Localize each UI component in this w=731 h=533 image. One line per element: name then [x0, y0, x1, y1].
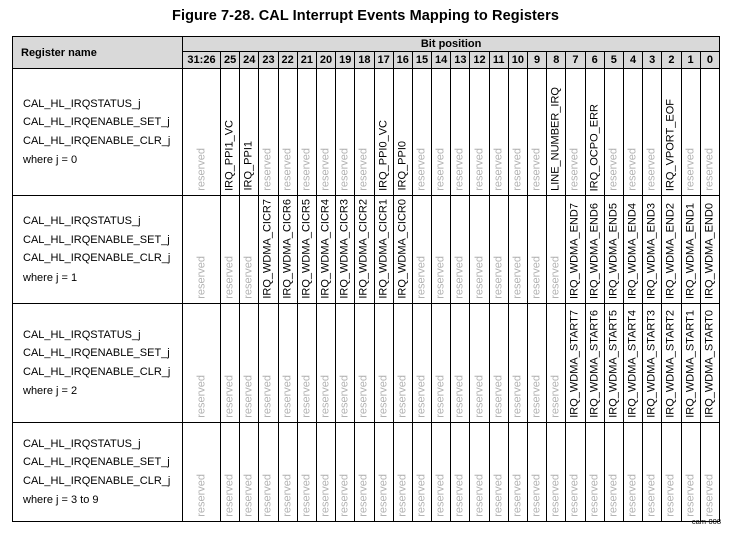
bit-field-cell — [393, 304, 412, 423]
bit-field-cell — [336, 196, 355, 304]
bit-field-cell — [470, 196, 489, 304]
bit-field-cell — [508, 423, 527, 522]
reserved-field-label: reserved — [530, 148, 543, 191]
bit-field-cell — [259, 196, 278, 304]
reserved-field-label: reserved — [281, 375, 294, 418]
bit-number-header: 10 — [508, 52, 527, 69]
bit-field-cell — [451, 69, 470, 196]
bit-field-cell — [336, 304, 355, 423]
bit-field-cell — [700, 423, 720, 522]
reserved-field-label: reserved — [396, 474, 409, 517]
reserved-field-label: reserved — [626, 474, 639, 517]
bit-field-cell — [259, 423, 278, 522]
reserved-field-label: reserved — [261, 375, 274, 418]
reserved-field-label: reserved — [396, 375, 409, 418]
bit-field-cell — [528, 196, 547, 304]
bit-field-cell — [547, 69, 566, 196]
bit-field-cell — [623, 423, 642, 522]
reserved-field-label: reserved — [453, 375, 466, 418]
bit-field-cell — [566, 196, 585, 304]
bit-field-cell — [374, 423, 393, 522]
bit-field-cell — [432, 196, 451, 304]
bit-field-cell — [183, 304, 221, 423]
register-name: CAL_HL_IRQSTATUS_j — [23, 97, 141, 110]
bit-number-header: 22 — [278, 52, 297, 69]
bit-field-cell — [278, 196, 297, 304]
bit-field-cell — [221, 304, 240, 423]
bit-field-cell — [681, 69, 700, 196]
bit-field-cell — [489, 423, 508, 522]
bit-field-cell — [508, 196, 527, 304]
reserved-field-label: reserved — [223, 474, 236, 517]
bit-field-cell — [259, 304, 278, 423]
bit-number-header: 19 — [336, 52, 355, 69]
reserved-field-label: reserved — [453, 474, 466, 517]
reserved-field-label: reserved — [357, 148, 370, 191]
reserved-field-label: reserved — [319, 375, 332, 418]
bit-field-cell — [700, 196, 720, 304]
register-row — [13, 196, 720, 304]
bit-field-cell — [374, 69, 393, 196]
register-name: CAL_HL_IRQSTATUS_j — [23, 437, 141, 450]
bit-field-cell — [259, 69, 278, 196]
reserved-field-label: reserved — [549, 375, 562, 418]
bit-field-cell — [183, 196, 221, 304]
reserved-field-label: reserved — [645, 474, 658, 517]
interrupt-field-label: IRQ_WDMA_CICR7 — [261, 199, 274, 299]
register-name: CAL_HL_IRQSTATUS_j — [23, 215, 141, 227]
bit-field-cell — [432, 423, 451, 522]
bit-field-cell — [528, 69, 547, 196]
reserved-field-label: reserved — [684, 474, 697, 517]
reserved-field-label: reserved — [223, 375, 236, 418]
register-index-note: where j = 1 — [23, 271, 78, 284]
reserved-field-label: reserved — [434, 148, 447, 191]
bit-field-cell — [643, 304, 662, 423]
reserved-field-label: reserved — [434, 474, 447, 517]
reserved-field-label: reserved — [492, 474, 505, 517]
bit-field-cell — [623, 196, 642, 304]
register-name: CAL_HL_IRQSTATUS_j — [23, 328, 141, 341]
reserved-field-label: reserved — [195, 256, 207, 299]
reserved-field-label: reserved — [511, 474, 524, 517]
register-name: CAL_HL_IRQENABLE_SET_j — [23, 233, 170, 246]
bit-number-header: 18 — [355, 52, 374, 69]
register-name: CAL_HL_IRQENABLE_SET_j — [23, 116, 170, 128]
bit-number-header: 1 — [681, 52, 700, 69]
interrupt-field-label: IRQ_WDMA_CICR1 — [377, 199, 390, 299]
register-row — [13, 423, 720, 522]
bit-field-cell — [643, 69, 662, 196]
bit-field-cell — [604, 423, 623, 522]
bit-field-cell — [374, 304, 393, 423]
bit-field-cell — [662, 69, 681, 196]
bit-number-header: 7 — [566, 52, 585, 69]
interrupt-field-label: IRQ_WDMA_END4 — [626, 203, 639, 299]
bit-field-cell — [489, 304, 508, 423]
bit-field-cell — [336, 423, 355, 522]
reserved-field-label: reserved — [473, 148, 486, 191]
bit-field-cell — [316, 423, 335, 522]
bit-field-cell — [662, 304, 681, 423]
bit-number-header: 0 — [700, 52, 720, 69]
reserved-field-label: reserved — [357, 474, 370, 517]
bit-field-cell — [528, 304, 547, 423]
bit-field-cell — [623, 304, 642, 423]
interrupt-field-label: IRQ_WDMA_START6 — [588, 310, 601, 418]
reserved-field-label: reserved — [530, 375, 543, 418]
bit-field-cell — [278, 69, 297, 196]
interrupt-field-label: IRQ_WDMA_START2 — [664, 310, 677, 418]
figure-title: Figure 7-28. CAL Interrupt Events Mapping to Registers — [171, 8, 560, 24]
bit-field-cell — [700, 304, 720, 423]
bit-field-cell — [623, 69, 642, 196]
bit-number-header: 3 — [643, 52, 662, 69]
register-name: CAL_HL_IRQENABLE_CLR_j — [23, 252, 171, 264]
bit-field-cell — [278, 423, 297, 522]
bit-number-header: 8 — [547, 52, 566, 69]
bit-field-cell — [566, 304, 585, 423]
bit-field-cell — [412, 69, 431, 196]
bit-field-cell — [240, 423, 259, 522]
register-name: CAL_HL_IRQENABLE_CLR_j — [23, 134, 171, 147]
bit-field-cell — [316, 196, 335, 304]
bit-field-cell — [297, 304, 316, 423]
bit-number-header: 4 — [623, 52, 642, 69]
reserved-field-label: reserved — [223, 256, 236, 299]
interrupt-field-label: IRQ_WDMA_START0 — [703, 310, 716, 418]
interrupt-field-label: IRQ_WDMA_CICR4 — [319, 199, 332, 299]
bit-field-cell — [355, 196, 374, 304]
bit-field-cell — [451, 423, 470, 522]
reserved-field-label: reserved — [568, 474, 581, 517]
register-name: CAL_HL_IRQENABLE_SET_j — [23, 456, 170, 468]
bit-field-cell — [240, 69, 259, 196]
bit-field-cell — [393, 69, 412, 196]
reserved-field-label: reserved — [703, 474, 716, 517]
reserved-field-label: reserved — [319, 474, 332, 517]
reserved-field-label: reserved — [492, 256, 505, 299]
bit-field-cell — [278, 304, 297, 423]
register-row — [13, 69, 720, 196]
register-names-cell — [13, 423, 183, 522]
bit-number-header: 5 — [604, 52, 623, 69]
bit-field-cell — [681, 423, 700, 522]
bit-field-cell — [547, 196, 566, 304]
bit-field-cell — [374, 196, 393, 304]
interrupt-field-label: IRQ_OCPO_ERR — [588, 103, 601, 191]
bit-field-cell — [470, 69, 489, 196]
interrupt-field-label: IRQ_WDMA_CICR0 — [396, 199, 409, 299]
bit-field-cell — [316, 304, 335, 423]
bit-field-cell — [412, 423, 431, 522]
reserved-field-label: reserved — [195, 474, 207, 517]
reserved-field-label: reserved — [261, 148, 274, 191]
bit-field-cell — [604, 304, 623, 423]
reserved-field-label: reserved — [338, 474, 351, 517]
interrupt-field-label: IRQ_WDMA_CICR6 — [281, 199, 294, 299]
bit-field-cell — [643, 196, 662, 304]
reserved-field-label: reserved — [703, 148, 716, 191]
interrupt-field-label: IRQ_WDMA_END2 — [664, 203, 677, 299]
reserved-field-label: reserved — [357, 375, 370, 418]
interrupt-field-label: IRQ_WDMA_END3 — [645, 203, 658, 299]
reserved-field-label: reserved — [415, 375, 428, 418]
bit-field-cell — [221, 423, 240, 522]
register-names-cell — [13, 69, 183, 196]
bit-field-cell — [643, 423, 662, 522]
bit-field-cell — [297, 423, 316, 522]
bit-number-header: 24 — [240, 52, 259, 69]
bit-field-cell — [451, 304, 470, 423]
register-index-note: where j = 2 — [23, 385, 78, 397]
reserved-field-label: reserved — [453, 148, 466, 191]
register-name: CAL_HL_IRQENABLE_CLR_j — [23, 365, 171, 378]
reserved-field-label: reserved — [300, 375, 313, 418]
register-name: CAL_HL_IRQENABLE_CLR_j — [23, 474, 171, 487]
bit-field-cell — [183, 69, 221, 196]
bit-number-header: 17 — [374, 52, 393, 69]
bit-field-cell — [221, 196, 240, 304]
interrupt-field-label: IRQ_WDMA_START3 — [645, 310, 658, 418]
bit-field-cell — [585, 196, 604, 304]
interrupt-field-label: IRQ_WDMA_START7 — [568, 310, 581, 418]
bit-number-header: 14 — [432, 52, 451, 69]
bit-number-header: 2 — [662, 52, 681, 69]
bit-position-header: Bit position — [183, 37, 720, 52]
reserved-field-label: reserved — [588, 474, 601, 517]
interrupt-field-label: IRQ_WDMA_CICR2 — [357, 199, 370, 299]
reserved-field-label: reserved — [549, 474, 562, 517]
bit-field-cell — [585, 304, 604, 423]
reserved-field-label: reserved — [626, 148, 639, 191]
bit-field-cell — [508, 304, 527, 423]
reserved-field-label: reserved — [492, 148, 505, 191]
bit-field-cell — [355, 69, 374, 196]
bit-field-cell — [547, 304, 566, 423]
bit-field-cell — [355, 423, 374, 522]
reserved-field-label: reserved — [242, 474, 255, 517]
bit-field-cell — [451, 196, 470, 304]
register-row — [13, 304, 720, 423]
reserved-field-label: reserved — [607, 474, 620, 517]
reserved-field-label: reserved — [664, 474, 677, 517]
reserved-field-label: reserved — [511, 256, 524, 299]
reserved-field-label: reserved — [434, 375, 447, 418]
reserved-field-label: reserved — [492, 375, 505, 418]
bit-field-cell — [393, 423, 412, 522]
register-names-cell — [13, 196, 183, 304]
register-names-cell — [13, 304, 183, 423]
bit-number-header: 12 — [470, 52, 489, 69]
reserved-field-label: reserved — [338, 375, 351, 418]
bit-field-cell — [470, 423, 489, 522]
interrupt-field-label: IRQ_WDMA_START1 — [684, 310, 697, 418]
bit-field-cell — [508, 69, 527, 196]
reserved-field-label: reserved — [195, 148, 207, 191]
bit-number-header: 23 — [259, 52, 278, 69]
interrupt-field-label: IRQ_WDMA_END1 — [684, 203, 697, 299]
reserved-field-label: reserved — [511, 375, 524, 418]
interrupt-field-label: IRQ_WDMA_END7 — [568, 203, 581, 299]
figure-id-footnote: cam-008 — [691, 517, 721, 526]
reserved-field-label: reserved — [242, 375, 255, 418]
reserved-field-label: reserved — [242, 256, 255, 299]
reserved-field-label: reserved — [530, 256, 543, 299]
reserved-field-label: reserved — [415, 474, 428, 517]
interrupt-field-label: IRQ_WDMA_START4 — [626, 310, 639, 418]
bit-field-cell — [566, 69, 585, 196]
reserved-field-label: reserved — [261, 474, 274, 517]
interrupt-field-label: IRQ_PPI0 — [396, 141, 409, 191]
reserved-field-label: reserved — [415, 148, 428, 191]
interrupt-field-label: IRQ_WDMA_START5 — [607, 310, 620, 418]
bit-field-cell — [412, 304, 431, 423]
reserved-field-label: reserved — [319, 148, 332, 191]
reserved-field-label: reserved — [511, 148, 524, 191]
bit-field-cell — [489, 196, 508, 304]
bit-number-header: 11 — [489, 52, 508, 69]
bit-field-cell — [336, 69, 355, 196]
interrupt-field-label: IRQ_WDMA_END5 — [607, 203, 620, 299]
reserved-field-label: reserved — [195, 375, 207, 418]
bit-field-cell — [585, 69, 604, 196]
reserved-field-label: reserved — [530, 474, 543, 517]
bit-field-cell — [297, 69, 316, 196]
interrupt-field-label: IRQ_PPI0_VC — [377, 120, 390, 191]
interrupt-field-label: IRQ_PPI1 — [242, 141, 255, 191]
reserved-field-label: reserved — [607, 148, 620, 191]
interrupt-mapping-table — [12, 36, 720, 522]
bit-number-header: 21 — [297, 52, 316, 69]
header-row-top — [13, 37, 720, 52]
reserved-field-label: reserved — [377, 375, 390, 418]
bit-field-cell — [604, 196, 623, 304]
interrupt-field-label: IRQ_WDMA_CICR3 — [338, 199, 351, 299]
bit-field-cell — [355, 304, 374, 423]
reserved-field-label: reserved — [434, 256, 447, 299]
bit-number-header: 16 — [393, 52, 412, 69]
bit-number-header: 15 — [412, 52, 431, 69]
reserved-field-label: reserved — [473, 375, 486, 418]
reserved-field-label: reserved — [300, 474, 313, 517]
bit-number-header: 20 — [316, 52, 335, 69]
interrupt-field-label: IRQ_VPORT_EOF — [664, 98, 677, 191]
reserved-field-label: reserved — [415, 256, 428, 299]
bit-number-header: 13 — [451, 52, 470, 69]
bit-field-cell — [604, 69, 623, 196]
reserved-field-label: reserved — [281, 474, 294, 517]
bit-field-cell — [566, 423, 585, 522]
reserved-field-label: reserved — [453, 256, 466, 299]
interrupt-field-label: IRQ_WDMA_END0 — [703, 203, 716, 299]
reserved-field-label: reserved — [568, 148, 581, 191]
bit-field-cell — [240, 196, 259, 304]
interrupt-field-label: LINE_NUMBER_IRQ — [549, 87, 562, 191]
interrupt-field-label: IRQ_PPI1_VC — [223, 120, 236, 191]
bit-field-cell — [700, 69, 720, 196]
bit-number-header: 9 — [528, 52, 547, 69]
register-name-header: Register name — [13, 37, 183, 69]
bit-field-cell — [240, 304, 259, 423]
bit-field-cell — [470, 304, 489, 423]
reserved-field-label: reserved — [377, 474, 390, 517]
register-name: CAL_HL_IRQENABLE_SET_j — [23, 347, 170, 359]
bit-field-cell — [662, 196, 681, 304]
bit-field-cell — [547, 423, 566, 522]
bit-field-cell — [412, 196, 431, 304]
bit-number-header: 6 — [585, 52, 604, 69]
reserved-field-label: reserved — [549, 256, 562, 299]
reserved-field-label: reserved — [300, 148, 313, 191]
bit-field-cell — [432, 69, 451, 196]
bit-field-cell — [489, 69, 508, 196]
register-index-note: where j = 0 — [23, 154, 78, 166]
reserved-field-label: reserved — [338, 148, 351, 191]
bit-field-cell — [393, 196, 412, 304]
bit-field-cell — [316, 69, 335, 196]
bit-number-header: 25 — [221, 52, 240, 69]
reserved-field-label: reserved — [473, 256, 486, 299]
interrupt-field-label: IRQ_WDMA_CICR5 — [300, 199, 313, 299]
bit-field-cell — [681, 196, 700, 304]
bit-number-header: 31:26 — [183, 52, 221, 69]
bit-field-cell — [681, 304, 700, 423]
bit-field-cell — [432, 304, 451, 423]
register-index-note: where j = 3 to 9 — [23, 494, 99, 506]
bit-field-cell — [662, 423, 681, 522]
bit-field-cell — [585, 423, 604, 522]
reserved-field-label: reserved — [645, 148, 658, 191]
reserved-field-label: reserved — [684, 148, 697, 191]
bit-field-cell — [297, 196, 316, 304]
reserved-field-label: reserved — [473, 474, 486, 517]
bit-field-cell — [183, 423, 221, 522]
bit-field-cell — [221, 69, 240, 196]
reserved-field-label: reserved — [281, 148, 294, 191]
bit-field-cell — [528, 423, 547, 522]
interrupt-field-label: IRQ_WDMA_END6 — [588, 203, 601, 299]
